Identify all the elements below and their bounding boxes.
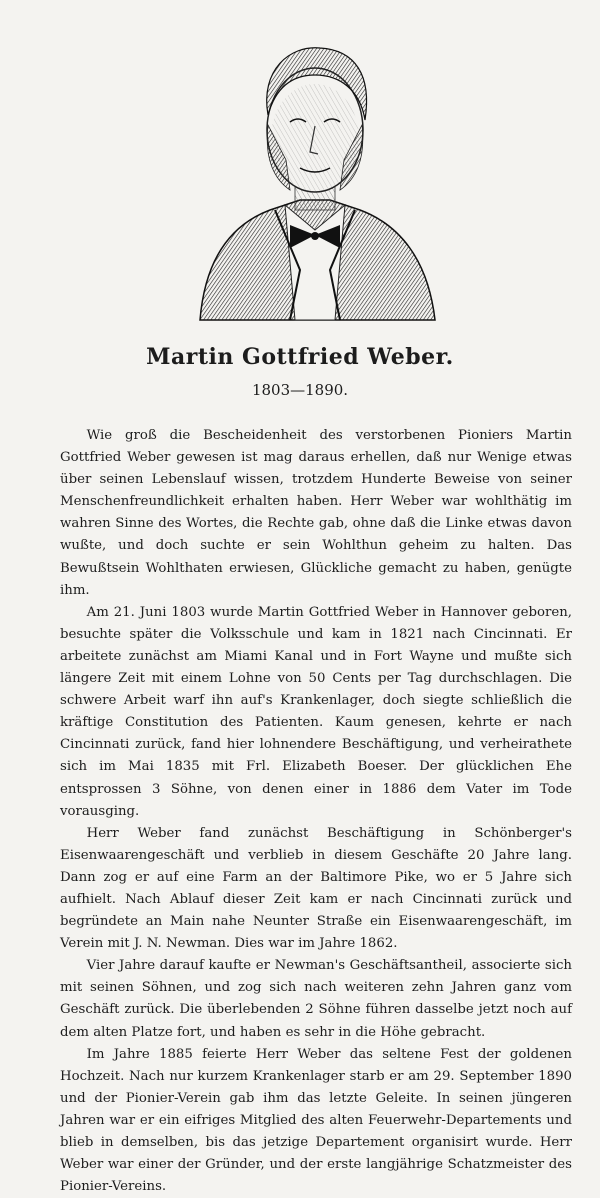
paragraph: Herr Weber fand zunächst Beschäftigung in Schönberger's Eisenwaarengeschäft und verblieb in diesem Geschäfte 20 Jahre lang. Dann zog er auf eine Farm an der Baltimore Pike, wo er 5 Jahre sich aufhielt. Nach Ablauf dieser Zeit kam er nach Cincinnati zurück und begründete an Main nahe Neunter Straße ein Eisenwaarengeschäft, im Verein mit J. N. Newman. Dies war im Jahre 1862. [60, 825, 572, 952]
page-title: Martin Gottfried Weber. [146, 344, 454, 370]
biography-text [60, 425, 572, 1198]
paragraph: Wie groß die Bescheidenheit des verstorbenen Pioniers Martin Gottfried Weber gewesen ist mag daraus erhellen, daß nur Wenige etwas über seinen Lebenslauf wissen, trotzdem Hunderte Beweise von seiner Menschenfreundlichkeit erhalten haben. Herr Weber war wohlthätig im wahren Sinne des Wortes, die Rechte gab, ohne daß die Linke etwas davon wußte, und doch suchte er sein Wohlthun geheim zu halten. Das Bewußtsein Wohlthaten erwiesen, Glückliche gemacht zu haben, genügte ihm. [60, 428, 572, 598]
paragraph: Im Jahre 1885 feierte Herr Weber das seltene Fest der goldenen Hochzeit. Nach nur kurzem Krankenlager starb er am 29. September 1890 und der Pionier-Verein gab ihm das letzte Geleite. In seinen jüngeren Jahren war er ein eifriges Mitglied des alten Feuerwehr-Departements und blieb in demselben, bis das jetzige Departement organisirt wurde. Herr Weber war einer der Gründer, und der erste langjährige Schatzmeister des Pionier-Vereins. [60, 1046, 572, 1195]
portrait-engraving [190, 30, 440, 330]
paragraph: Am 21. Juni 1803 wurde Martin Gottfried Weber in Hannover geboren, besuchte später die Volksschule und kam in 1821 nach Cincinnati. Er arbeitete zunächst am Miami Kanal und in Fort Wayne und mußte sich längere Zeit mit einem Lohne von 50 Cents per Tag durchschlagen. Die schwere Arbeit warf ihn auf's Krankenlager, doch siegte schließlich die kräftige Constitution des Patienten. Kaum genesen, kehrte er nach Cincinnati zurück, fand hier lohnendere Beschäftigung, und verheirathete sich im Mai 1835 mit Frl. Elizabeth Boeser. Der glücklichen Ehe entsprossen 3 Söhne, von denen einer in 1886 dem Vater im Tode vorausging. [60, 604, 572, 819]
paragraph: Vier Jahre darauf kaufte er Newman's Geschäftsantheil, associerte sich mit seinen Söhnen, und zog sich nach weiteren zehn Jahren ganz vom Geschäft zurück. Die überlebenden 2 Söhne führen dasselbe jetzt noch auf dem alten Platze fort, und haben es sehr in die Höhe gebracht. [60, 958, 572, 1040]
life-years: 1803—1890. [251, 381, 349, 399]
